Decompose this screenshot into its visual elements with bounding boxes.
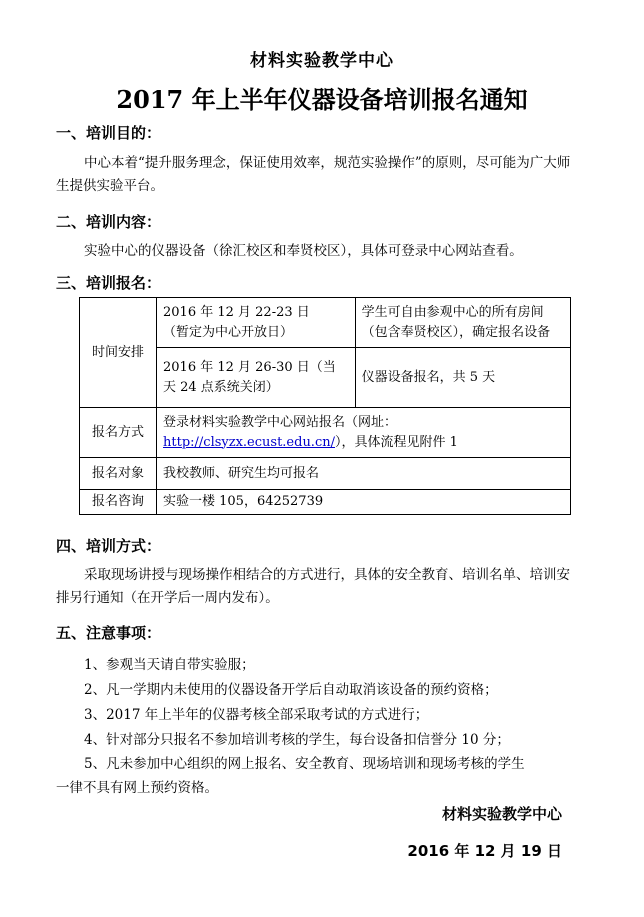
- org-title: 材料实验教学中心: [250, 51, 394, 71]
- paragraph-purpose: 中心本着“提升服务理念，保证使用效率，规范实验操作”的原则，尽可能为广大师生提供实验平台。: [56, 155, 571, 194]
- method-value: 登录材料实验教学中心网站报名（网址： http://clsyzx.ecust.edu.cn/），具体流程见附件 1: [157, 408, 571, 458]
- website-link[interactable]: http://clsyzx.ecust.edu.cn/: [163, 434, 335, 450]
- schedule-desc-1: 学生可自由参观中心的所有房间 （包含奉贤校区），确定报名设备: [355, 298, 570, 348]
- note-item: 5、凡未参加中心组织的网上报名、安全教育、现场培训和现场考核的学生: [84, 756, 525, 772]
- footer-org: 材料实验教学中心: [441, 805, 562, 823]
- note-item: 1、参观当天请自带实验服；: [84, 657, 255, 673]
- section-heading-purpose: 一、培训目的：: [56, 124, 162, 142]
- schedule-date-2: 2016 年 12 月 26-30 日（当 天 24 点系统关闭）: [157, 348, 356, 408]
- target-label: 报名对象: [80, 458, 157, 490]
- note-item: 4、针对部分只报名不参加培训考核的学生，每台设备扣信誉分 10 分；: [84, 732, 510, 748]
- table-row: [80, 298, 571, 348]
- target-value: 我校教师、研究生均可报名: [157, 458, 571, 490]
- section-heading-registration: 三、培训报名：: [56, 274, 162, 292]
- table-row: [80, 490, 571, 515]
- contact-label: 报名咨询: [80, 490, 157, 515]
- method-label: 报名方式: [80, 408, 157, 458]
- section-heading-content: 二、培训内容：: [56, 213, 162, 231]
- paragraph-method: 采取现场讲授与现场操作相结合的方式进行，具体的安全教育、培训名单、培训安排另行通知（在开学后一周内发布）。: [56, 567, 570, 606]
- paragraph-content: 实验中心的仪器设备（徐汇校区和奉贤校区），具体可登录中心网站查看。: [84, 243, 523, 259]
- schedule-label: 时间安排: [80, 298, 157, 408]
- note-item: 3、2017 年上半年的仪器考核全部采取考试的方式进行；: [84, 707, 429, 723]
- contact-value: 实验一楼 105，64252739: [157, 490, 571, 515]
- schedule-date-1: 2016 年 12 月 22-23 日 （暂定为中心开放日）: [157, 298, 356, 348]
- table-row: [80, 408, 571, 458]
- section-heading-method: 四、培训方式：: [56, 537, 162, 555]
- footer-date: 2016 年 12 月 19 日: [407, 842, 562, 860]
- schedule-desc-2: 仪器设备报名，共 5 天: [355, 348, 570, 408]
- note-item: 一律不具有网上预约资格。: [56, 780, 218, 796]
- table-row: [80, 458, 571, 490]
- note-item: 2、凡一学期内未使用的仪器设备开学后自动取消该设备的预约资格；: [84, 682, 498, 698]
- section-heading-notes: 五、注意事项：: [56, 624, 162, 642]
- page-title: 2017 年上半年仪器设备培训报名通知: [116, 85, 528, 114]
- registration-table: [79, 297, 571, 515]
